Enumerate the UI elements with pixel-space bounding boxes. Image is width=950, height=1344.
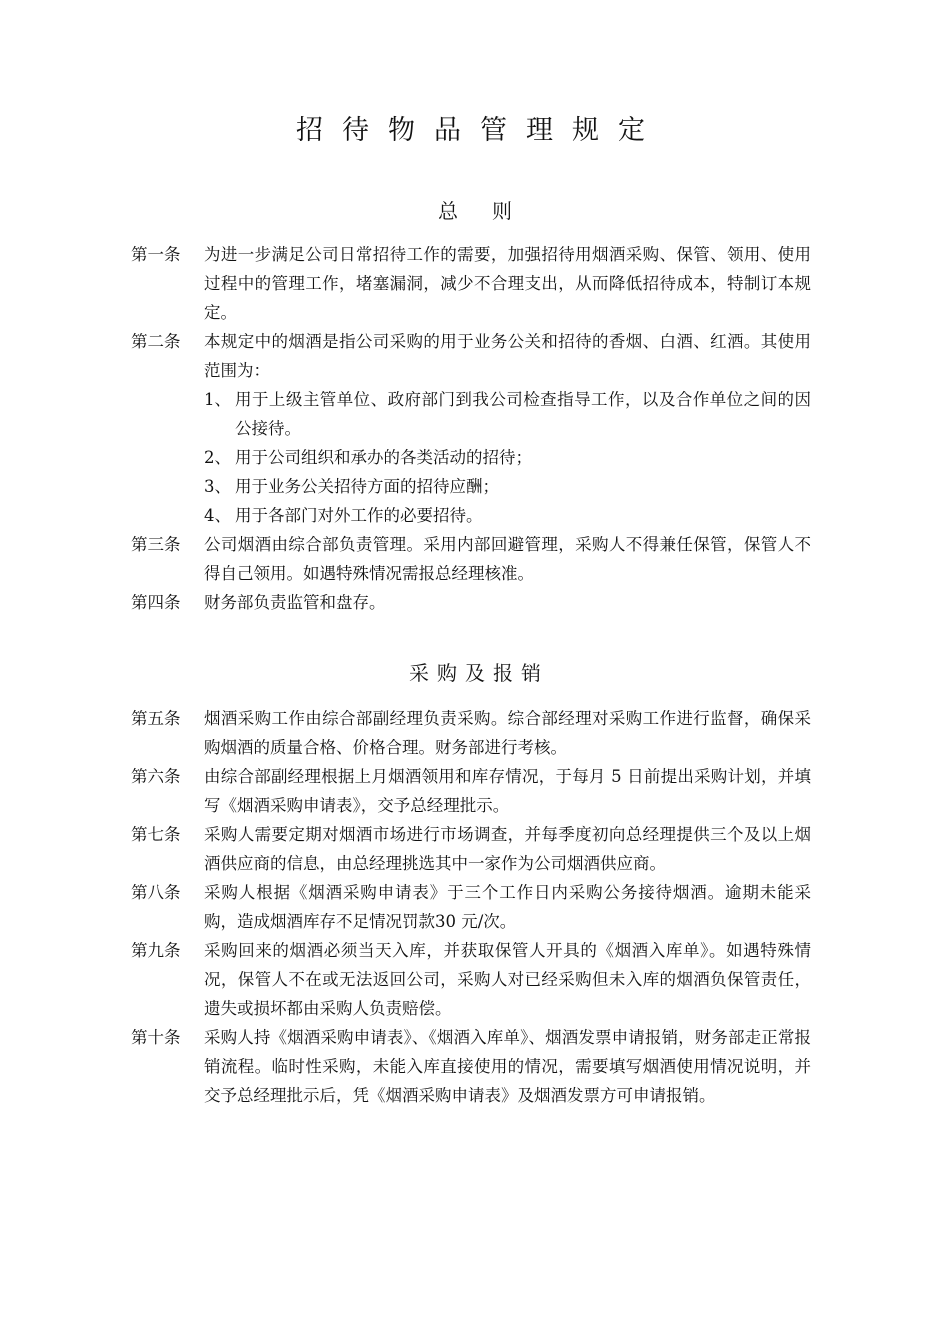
article-5 xyxy=(131,704,811,762)
document-title: 招待物品管理规定 xyxy=(296,115,664,146)
article-3 xyxy=(131,530,811,588)
article-number: 第八条 xyxy=(131,883,181,902)
list-item-number: 4、 xyxy=(204,506,231,525)
article-text: 由综合部副经理根据上月烟酒领用和库存情况，于每月 5 日前提出采购计划，并填写《烟酒采购申请表》，交予总经理批示。 xyxy=(204,767,811,815)
article-text: 公司烟酒由综合部负责管理。采用内部回避管理，采购人不得兼任保管，保管人不得自己领用。如遇特殊情况需报总经理核准。 xyxy=(204,535,811,583)
article-number: 第十条 xyxy=(131,1028,181,1047)
list-item-number: 1、 xyxy=(204,390,231,409)
article-7 xyxy=(131,820,811,878)
article-number: 第九条 xyxy=(131,941,181,960)
article-text: 本规定中的烟酒是指公司采购的用于业务公关和招待的香烟、白酒、红酒。其使用范围为： xyxy=(204,332,811,380)
list-item xyxy=(204,443,811,472)
article-2 xyxy=(131,327,811,385)
list-item-number: 2、 xyxy=(204,448,231,467)
article-6 xyxy=(131,762,811,820)
article-1 xyxy=(131,240,811,327)
list-item-text: 用于业务公关招待方面的招待应酬； xyxy=(235,477,499,496)
section-title-general: 总则 xyxy=(438,199,546,223)
section-procurement-body xyxy=(131,704,811,1110)
article-text: 采购回来的烟酒必须当天入库，并获取保管人开具的《烟酒入库单》。如遇特殊情况，保管人不在或无法返回公司，采购人对已经采购但未入库的烟酒负保管责任，遗失或损坏都由采购人负责赔偿。 xyxy=(204,941,811,1018)
article-number: 第三条 xyxy=(131,535,181,554)
article-number: 第六条 xyxy=(131,767,181,786)
article-number: 第七条 xyxy=(131,825,181,844)
article-4 xyxy=(131,588,811,617)
article-number: 第五条 xyxy=(131,709,181,728)
article-text: 采购人根据《烟酒采购申请表》于三个工作日内采购公务接待烟酒。逾期未能采购，造成烟酒库存不足情况罚款30 元/次。 xyxy=(204,883,811,931)
article-10 xyxy=(131,1023,811,1110)
article-text: 为进一步满足公司日常招待工作的需要，加强招待用烟酒采购、保管、领用、使用过程中的管理工作，堵塞漏洞，减少不合理支出，从而降低招待成本，特制订本规定。 xyxy=(204,245,811,322)
list-item-number: 3、 xyxy=(204,477,231,496)
list-item-text: 用于上级主管单位、政府部门到我公司检查指导工作，以及合作单位之间的因公接待。 xyxy=(235,390,811,438)
list-item xyxy=(204,472,811,501)
article-9 xyxy=(131,936,811,1023)
usage-scope-list xyxy=(131,385,811,530)
list-item xyxy=(204,501,811,530)
article-text: 财务部负责监管和盘存。 xyxy=(204,593,386,612)
list-item-text: 用于各部门对外工作的必要招待。 xyxy=(235,506,483,525)
article-number: 第二条 xyxy=(131,332,181,351)
article-8 xyxy=(131,878,811,936)
article-number: 第一条 xyxy=(131,245,181,264)
article-text: 烟酒采购工作由综合部副经理负责采购。综合部经理对采购工作进行监督，确保采购烟酒的质量合格、价格合理。财务部进行考核。 xyxy=(204,709,811,757)
section-general-body xyxy=(131,240,811,617)
article-text: 采购人持《烟酒采购申请表》、《烟酒入库单》、烟酒发票申请报销，财务部走正常报销流程。临时性采购，未能入库直接使用的情况，需要填写烟酒使用情况说明，并交予总经理批示后，凭《烟酒采购申请表》及烟酒发票方可申请报销。 xyxy=(204,1028,811,1105)
list-item-text: 用于公司组织和承办的各类活动的招待； xyxy=(235,448,532,467)
section-title-procurement: 采购及报销 xyxy=(409,661,549,685)
article-number: 第四条 xyxy=(131,593,181,612)
article-text: 采购人需要定期对烟酒市场进行市场调查，并每季度初向总经理提供三个及以上烟酒供应商的信息，由总经理挑选其中一家作为公司烟酒供应商。 xyxy=(204,825,811,873)
list-item xyxy=(204,385,811,443)
